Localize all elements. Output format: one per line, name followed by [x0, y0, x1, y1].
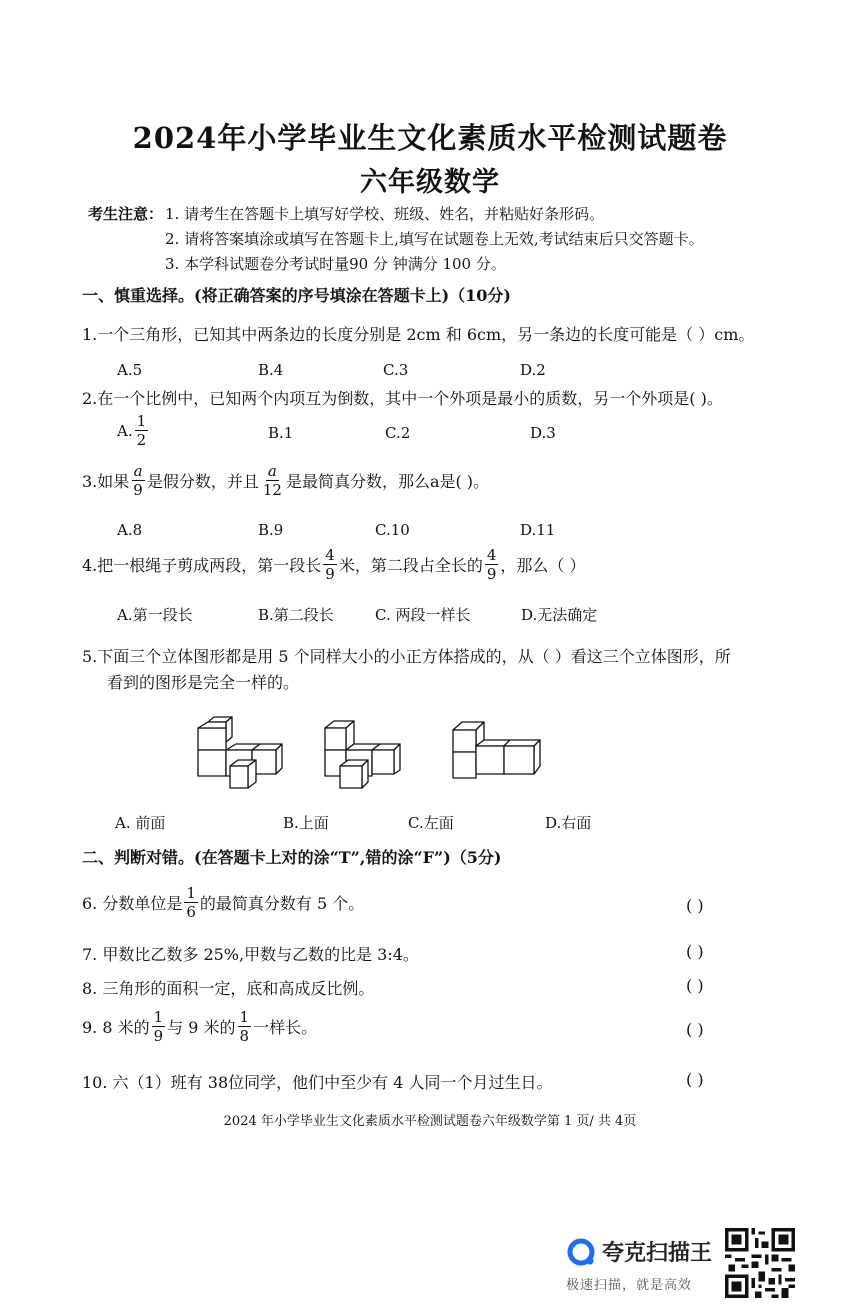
q3-text-mid: 是假分数，并且	[146, 472, 259, 491]
q3-option-d: D.11	[520, 521, 556, 539]
q4-option-c: C. 两段一样长	[375, 606, 471, 624]
q2-option-a	[117, 412, 150, 449]
j9-text-post: 一样长。	[253, 1018, 318, 1037]
fraction-denominator: 2	[136, 431, 147, 449]
cube-figure-1	[190, 716, 290, 792]
page-subtitle: 六年级数学	[360, 167, 500, 198]
scanner-logo-icon	[566, 1237, 596, 1267]
j8-answer-paren: ( )	[686, 976, 704, 995]
j6-answer-paren: ( )	[686, 896, 704, 915]
j10-answer-paren: ( )	[686, 1070, 704, 1089]
q2-text: 2.在一个比例中，已知两个内项互为倒数，其中一个外项是最小的质数，另一个外项是( )。	[82, 389, 723, 408]
fraction-denominator: 9	[153, 1027, 164, 1045]
q4-text	[82, 546, 585, 583]
j6-text-post: 的最简真分数有 5 个。	[199, 894, 365, 913]
section1-heading: 一、慎重选择。(将正确答案的序号填涂在答题卡上)（10分)	[82, 286, 511, 305]
j9-fraction-1	[152, 1008, 166, 1045]
q2-option-d: D.3	[530, 424, 556, 442]
q5-option-b: B.上面	[283, 814, 329, 832]
q1-option-b: B.4	[258, 361, 284, 379]
q4-option-a: A.第一段长	[117, 606, 193, 624]
j8-text: 8. 三角形的面积一定，底和高成反比例。	[82, 979, 375, 998]
j9-text	[82, 1008, 317, 1045]
j9-answer-paren: ( )	[686, 1020, 704, 1039]
q4-text-mid: 米，第二段占全长的	[338, 556, 483, 575]
fraction-numerator: 1	[186, 884, 196, 902]
page-title: 2024年小学毕业生文化素质水平检测试题卷	[132, 121, 728, 155]
j6-fraction	[184, 884, 198, 921]
page-footer: 2024 年小学毕业生文化素质水平检测试题卷六年级数学第 1 页/ 共 4页	[223, 1114, 637, 1129]
fraction-denominator: 9	[325, 565, 335, 583]
j7-text: 7. 甲数比乙数多 25%,甲数与乙数的比是 3:4。	[82, 945, 419, 964]
q1-option-a: A.5	[117, 361, 143, 379]
qr-code-icon	[725, 1228, 795, 1298]
fraction-denominator: 6	[186, 903, 196, 921]
scanner-slogan: 极速扫描，就是高效	[566, 1278, 693, 1293]
q5-option-c: C.左面	[408, 814, 454, 832]
fraction-numerator: 1	[239, 1008, 250, 1026]
q5-text-line1: 5.下面三个立体图形都是用 5 个同样大小的小正方体搭成的，从（ ）看这三个立体图形，所	[82, 647, 731, 666]
q2-option-a-fraction	[135, 412, 149, 449]
q2-option-a-label: A.	[117, 421, 133, 440]
fraction-numerator: 4	[486, 546, 497, 564]
q2-option-c: C.2	[385, 424, 411, 442]
scanner-brand-name: 夸克扫描王	[602, 1241, 713, 1266]
j9-text-pre: 9. 8 米的	[82, 1018, 150, 1037]
q3-option-c: C.10	[375, 521, 410, 539]
notice-item-3: 3. 本学科试题卷分考试时量90 分 钟满分 100 分。	[165, 255, 506, 273]
q3-text-post: 是最简真分数，那么a是( )。	[285, 472, 490, 491]
q1-option-c: C.3	[383, 361, 409, 379]
q2-option-b: B.1	[268, 424, 294, 442]
cube-figure-2	[320, 716, 404, 792]
q5-option-d: D.右面	[545, 814, 592, 832]
q5-text-line2: 看到的图形是完全一样的。	[107, 673, 300, 692]
q3-option-b: B.9	[258, 521, 284, 539]
j9-fraction-2	[238, 1008, 252, 1045]
q4-option-d: D.无法确定	[521, 606, 598, 624]
j7-answer-paren: ( )	[686, 942, 704, 961]
q5-option-a: A. 前面	[115, 814, 166, 832]
fraction-denominator: 9	[133, 481, 143, 499]
q4-fraction-2	[485, 546, 499, 583]
fraction-numerator: 4	[325, 546, 335, 564]
fraction-numerator: a	[133, 462, 143, 480]
q4-fraction-1	[323, 546, 337, 583]
fraction-denominator: 9	[486, 565, 497, 583]
fraction-numerator: a	[267, 462, 277, 480]
scanner-logo	[566, 1236, 712, 1267]
notice-item-2: 2. 请将答案填涂或填写在答题卡上,填写在试题卷上无效,考试结束后只交答题卡。	[165, 230, 704, 248]
q4-text-pre: 4.把一根绳子剪成两段，第一段长	[82, 556, 322, 575]
q1-option-d: D.2	[520, 361, 546, 379]
fraction-denominator: 8	[239, 1027, 250, 1045]
j10-text: 10. 六（1）班有 38位同学，他们中至少有 4 人同一个月过生日。	[82, 1073, 553, 1092]
q1-text: 1.一个三角形，已知其中两条边的长度分别是 2cm 和 6cm，另一条边的长度可能是（ ）cm。	[82, 325, 755, 344]
cube-figure-3	[448, 716, 544, 782]
notice-item-1: 1. 请考生在答题卡上填写好学校、班级、姓名，并粘贴好条形码。	[165, 205, 605, 223]
notice-label: 考生注意：	[88, 205, 164, 223]
fraction-denominator: 12	[262, 481, 282, 499]
q3-fraction-2	[261, 462, 284, 499]
q3-text	[82, 462, 489, 499]
q3-option-a: A.8	[117, 521, 143, 539]
j6-text	[82, 884, 364, 921]
j9-text-mid: 与 9 米的	[167, 1018, 236, 1037]
q3-fraction-1	[131, 462, 145, 499]
q3-text-pre: 3.如果	[82, 472, 130, 491]
fraction-numerator: 1	[136, 412, 147, 430]
section2-heading: 二、判断对错。(在答题卡上对的涂“T”,错的涂“F”)（5分)	[82, 848, 502, 867]
fraction-numerator: 1	[153, 1008, 164, 1026]
q4-text-post: ，那么（ ）	[500, 556, 586, 575]
q4-option-b: B.第二段长	[258, 606, 334, 624]
j6-text-pre: 6. 分数单位是	[82, 894, 183, 913]
